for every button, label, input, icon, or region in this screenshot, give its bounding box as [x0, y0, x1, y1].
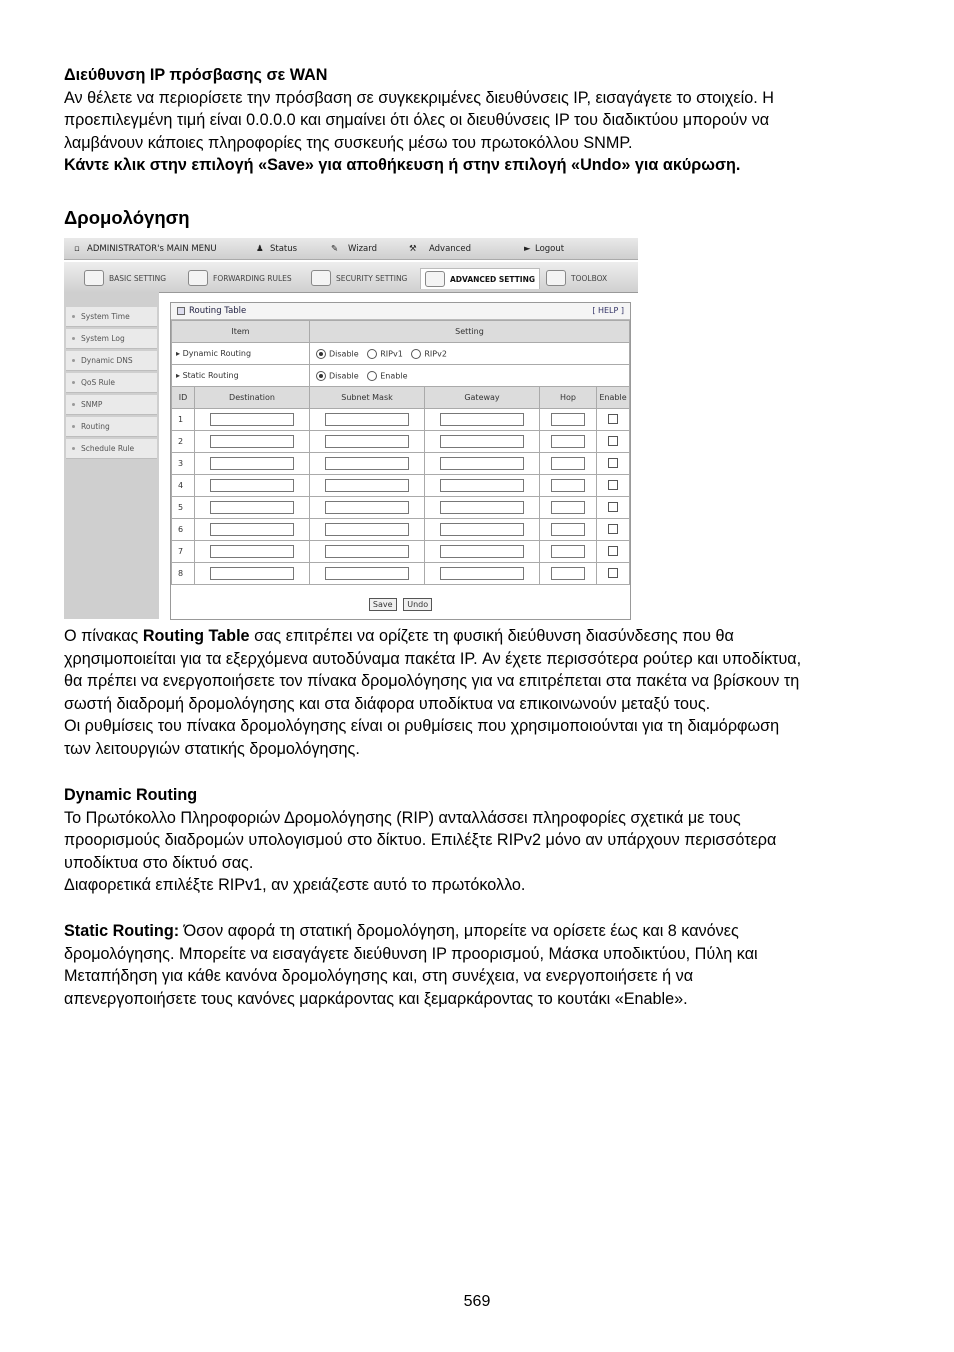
- gateway-input-cell: [425, 519, 540, 541]
- enable-checkbox[interactable]: [608, 436, 618, 446]
- hop-input[interactable]: [551, 567, 585, 580]
- para1-rest: σας επιτρέπει να ορίζετε τη φυσική διεύθυνση διασύνδεσης που θα: [249, 627, 734, 645]
- destination-input[interactable]: [210, 413, 294, 426]
- hop-input-cell: [540, 409, 597, 431]
- table-row: [172, 519, 630, 541]
- route-id: 2: [172, 431, 195, 453]
- sidebar-item-label: Schedule Rule: [81, 444, 135, 453]
- admin-main-menu[interactable]: ADMINISTRATOR's MAIN MENU: [87, 244, 217, 254]
- hop-input-cell: [540, 431, 597, 453]
- enable-checkbox[interactable]: [608, 546, 618, 556]
- destination-input-cell: [195, 563, 310, 585]
- panel-title: Routing Table: [189, 306, 247, 316]
- bullet-icon: [72, 447, 75, 450]
- static-routing-label-cell: [172, 365, 310, 387]
- gateway-input-cell: [425, 453, 540, 475]
- gateway-input[interactable]: [440, 413, 524, 426]
- forwarding-rules-icon: [188, 270, 208, 286]
- dynamic-ripv2-label: RIPv2: [424, 349, 447, 358]
- wan-ip-line-1: Αν θέλετε να περιορίσετε την πρόσβαση σε συγκεκριμένες διευθύνσεις IP, εισαγάγετε το στοιχείο. Η: [64, 88, 774, 107]
- enable-checkbox[interactable]: [608, 524, 618, 534]
- static-routing-options: [310, 365, 630, 387]
- advanced-icon: ⚒: [409, 244, 417, 254]
- destination-input-cell: [195, 475, 310, 497]
- destination-input-cell: [195, 431, 310, 453]
- tab-basic-setting-label: BASIC SETTING: [109, 273, 167, 283]
- enable-cell: [597, 563, 630, 585]
- enable-checkbox[interactable]: [608, 414, 618, 424]
- subnet-mask-input-cell: [310, 519, 425, 541]
- dynamic-routing-options: [310, 343, 630, 365]
- sidebar-item-system-log[interactable]: [66, 329, 157, 349]
- sidebar-item-label: QoS Rule: [81, 378, 115, 387]
- gateway-input[interactable]: [440, 457, 524, 470]
- static-enable-label: Enable: [380, 371, 408, 380]
- arrow-icon: ▸: [176, 349, 183, 358]
- tab-basic-setting[interactable]: [80, 268, 170, 288]
- hop-input[interactable]: [551, 501, 585, 514]
- subnet-mask-input-cell: [310, 541, 425, 563]
- enable-cell: [597, 519, 630, 541]
- col-gateway: Gateway: [425, 387, 540, 409]
- destination-input-cell: [195, 409, 310, 431]
- static-routing-label: Static Routing: [182, 371, 239, 380]
- settings-tabs: [64, 262, 638, 293]
- static-line-4: απενεργοποιήσετε τους κανόνες μαρκάροντας και ξεμαρκάροντας το κουτάκι «Enable».: [64, 989, 688, 1008]
- col-hop: Hop: [540, 387, 597, 409]
- route-rows: [172, 409, 630, 585]
- table-row: [172, 563, 630, 585]
- gateway-input[interactable]: [440, 501, 524, 514]
- dynamic-line-3: υποδίκτυα στο δίκτυό σας.: [64, 853, 254, 872]
- para1-line-6: των λειτουργιών στατικής δρομολόγησης.: [64, 739, 360, 758]
- subnet-mask-input-cell: [310, 497, 425, 519]
- bullet-icon: [72, 381, 75, 384]
- dynamic-line-1: Το Πρωτόκολλο Πληροφοριών Δρομολόγησης (RIP) ανταλλάσσει πληροφορίες σχετικά με τους: [64, 808, 741, 827]
- dynamic-routing-title: Dynamic Routing: [64, 786, 198, 804]
- para1-line-5: Οι ρυθμίσεις του πίνακα δρομολόγησης είναι οι ρυθμίσεις που χρησιμοποιούνται για τη διαμόρφωση: [64, 717, 780, 736]
- static-line-2: δρομολόγησης. Μπορείτε να εισαγάγετε διεύθυνση IP προορισμού, Μάσκα υποδικτύου, Πύλη και: [64, 944, 758, 963]
- tab-toolbox[interactable]: [542, 268, 611, 288]
- routing-table-description: [64, 625, 894, 761]
- destination-input[interactable]: [210, 545, 294, 558]
- hop-input-cell: [540, 497, 597, 519]
- wizard-icon: ✎: [331, 244, 339, 254]
- static-rest: Όσον αφορά τη στατική δρομολόγηση, μπορείτε να ορίσετε έως και 8 κανόνες: [179, 922, 739, 940]
- table-row: [172, 431, 630, 453]
- tab-advanced-setting-label: ADVANCED SETTING: [450, 274, 536, 284]
- panel-title-bar: [171, 303, 630, 320]
- destination-input[interactable]: [210, 435, 294, 448]
- bullet-icon: [72, 403, 75, 406]
- subnet-mask-input[interactable]: [325, 523, 409, 536]
- destination-input[interactable]: [210, 457, 294, 470]
- dynamic-disable-label: Disable: [329, 349, 359, 358]
- hop-input-cell: [540, 541, 597, 563]
- table-row: [172, 475, 630, 497]
- static-disable-label: Disable: [329, 371, 359, 380]
- bullet-icon: [72, 315, 75, 318]
- page-number: 569: [463, 1293, 491, 1310]
- subnet-mask-input[interactable]: [325, 413, 409, 426]
- destination-input[interactable]: [210, 523, 294, 536]
- button-row: [171, 598, 630, 611]
- tab-security-setting-label: SECURITY SETTING: [336, 273, 408, 283]
- hop-input[interactable]: [551, 545, 585, 558]
- hop-input[interactable]: [551, 479, 585, 492]
- undo-button[interactable]: Undo: [403, 598, 432, 611]
- enable-checkbox[interactable]: [608, 502, 618, 512]
- gateway-input[interactable]: [440, 545, 524, 558]
- bullet-icon: [72, 359, 75, 362]
- route-id: 6: [172, 519, 195, 541]
- subnet-mask-input-cell: [310, 475, 425, 497]
- para1-line-2: χρησιμοποιείται για τα εξερχόμενα αυτοδύναμα πακέτα IP. Αν έχετε περισσότερα ρούτερ και υποδίκτυα,: [64, 649, 802, 668]
- main-menu-bar: [64, 238, 638, 260]
- hop-input[interactable]: [551, 523, 585, 536]
- subnet-mask-input-cell: [310, 453, 425, 475]
- dynamic-routing-label-cell: [172, 343, 310, 365]
- subnet-mask-input[interactable]: [325, 567, 409, 580]
- enable-cell: [597, 541, 630, 563]
- subnet-mask-input-cell: [310, 431, 425, 453]
- table-row: [172, 497, 630, 519]
- routing-table: [171, 320, 630, 585]
- save-undo-note: Κάντε κλικ στην επιλογή «Save» για αποθήκευση ή στην επιλογή «Undo» για ακύρωση.: [64, 156, 741, 175]
- col-enable: Enable: [597, 387, 630, 409]
- static-routing-section: [64, 920, 894, 1010]
- dynamic-line-4: Διαφορετικά επιλέξτε RIPv1, αν χρειάζεστε αυτό το πρωτόκολλο.: [64, 876, 526, 895]
- subnet-mask-input[interactable]: [325, 501, 409, 514]
- tab-forwarding-rules-label: FORWARDING RULES: [213, 273, 292, 283]
- hop-input[interactable]: [551, 457, 585, 470]
- dynamic-line-2: προορισμούς διαδρομών υπολογισμού στο δίκτυο. Επιλέξτε RIPv2 μόνο αν υπάρχουν περισσότερα: [64, 831, 777, 850]
- router-screenshot: [64, 238, 638, 619]
- sidebar-item-label: System Time: [81, 312, 130, 321]
- subnet-mask-input[interactable]: [325, 457, 409, 470]
- hop-input[interactable]: [551, 413, 585, 426]
- gateway-input-cell: [425, 541, 540, 563]
- destination-input[interactable]: [210, 501, 294, 514]
- col-destination: Destination: [195, 387, 310, 409]
- enable-cell: [597, 497, 630, 519]
- destination-input[interactable]: [210, 567, 294, 580]
- enable-checkbox[interactable]: [608, 480, 618, 490]
- enable-cell: [597, 431, 630, 453]
- dynamic-routing-section: [64, 784, 894, 897]
- table-row: [172, 453, 630, 475]
- bullet-icon: [72, 425, 75, 428]
- enable-cell: [597, 475, 630, 497]
- sidebar-item-dynamic-dns[interactable]: [66, 351, 157, 371]
- para1-line-4: σωστή διαδρομή δρομολόγησης και στα διάφορα υποδίκτυα να επικοινωνούν μεταξύ τους.: [64, 694, 711, 713]
- subnet-mask-input[interactable]: [325, 435, 409, 448]
- static-line-3: Μεταπήδηση για κάθε κανόνα δρομολόγησης και, στη συνέχεια, να ενεργοποιήσετε ή να: [64, 967, 694, 986]
- gateway-input-cell: [425, 409, 540, 431]
- destination-input[interactable]: [210, 479, 294, 492]
- routing-heading: Δρομολόγηση: [64, 207, 190, 228]
- enable-checkbox[interactable]: [608, 568, 618, 578]
- hop-input-cell: [540, 453, 597, 475]
- route-id: 5: [172, 497, 195, 519]
- hop-input[interactable]: [551, 435, 585, 448]
- tab-toolbox-label: TOOLBOX: [571, 273, 608, 283]
- route-id: 7: [172, 541, 195, 563]
- dynamic-ripv2-radio[interactable]: [411, 349, 421, 359]
- hop-input-cell: [540, 475, 597, 497]
- sidebar-item-label: System Log: [81, 334, 125, 343]
- subnet-mask-input[interactable]: [325, 545, 409, 558]
- route-id: 1: [172, 409, 195, 431]
- para1-lead: Ο πίνακας: [64, 627, 143, 645]
- menu-logout[interactable]: Logout: [535, 244, 565, 254]
- gateway-input-cell: [425, 497, 540, 519]
- menu-status[interactable]: Status: [270, 244, 298, 254]
- para1-bold: Routing Table: [142, 627, 250, 645]
- gateway-input[interactable]: [440, 567, 524, 580]
- advanced-setting-icon: [425, 271, 445, 287]
- route-id: 8: [172, 563, 195, 585]
- sidebar-item-schedule-rule[interactable]: [66, 439, 157, 459]
- logout-icon: ►: [524, 244, 531, 254]
- tab-advanced-setting[interactable]: [420, 268, 540, 289]
- wan-ip-line-2: προεπιλεγμένη τιμή είναι 0.0.0.0 και σημαίνει ότι όλες οι διευθύνσεις IP του διαδικτύου μπορούν να: [64, 111, 770, 130]
- help-link[interactable]: [ HELP ]: [592, 306, 624, 315]
- sidebar-item-qos-rule[interactable]: [66, 373, 157, 393]
- gateway-input-cell: [425, 475, 540, 497]
- item-header: Item: [172, 321, 310, 343]
- subnet-mask-input-cell: [310, 563, 425, 585]
- route-id: 3: [172, 453, 195, 475]
- menu-icon: ▫: [74, 244, 80, 254]
- para1-line-3: θα πρέπει να ενεργοποιήσετε τον πίνακα δρομολόγησης για να επιτρέπεται στα πακέτα να βρίσκουν τη: [64, 672, 800, 691]
- col-subnet-mask: Subnet Mask: [310, 387, 425, 409]
- static-line-1: [64, 920, 894, 943]
- hop-input-cell: [540, 519, 597, 541]
- para1-line-1: [64, 625, 894, 648]
- tab-forwarding-rules[interactable]: [184, 268, 296, 288]
- save-button[interactable]: Save: [369, 598, 397, 611]
- advanced-sidebar: [64, 292, 159, 619]
- destination-input-cell: [195, 519, 310, 541]
- basic-setting-icon: [84, 270, 104, 286]
- dynamic-disable-radio[interactable]: [316, 349, 326, 359]
- panel-square-icon: [177, 307, 185, 315]
- security-setting-icon: [311, 270, 331, 286]
- destination-input-cell: [195, 453, 310, 475]
- enable-cell: [597, 453, 630, 475]
- hop-input-cell: [540, 563, 597, 585]
- subnet-mask-input-cell: [310, 409, 425, 431]
- sidebar-item-snmp[interactable]: [66, 395, 157, 415]
- sidebar-item-label: SNMP: [81, 400, 103, 409]
- gateway-input[interactable]: [440, 435, 524, 448]
- dynamic-routing-label: Dynamic Routing: [182, 349, 252, 358]
- setting-header: Setting: [310, 321, 630, 343]
- dynamic-ripv1-label: RIPv1: [380, 349, 403, 358]
- menu-wizard[interactable]: Wizard: [348, 244, 377, 254]
- gateway-input-cell: [425, 563, 540, 585]
- destination-input-cell: [195, 541, 310, 563]
- sidebar-item-label: Routing: [81, 422, 110, 431]
- sidebar-item-label: Dynamic DNS: [81, 356, 133, 365]
- dynamic-ripv1-radio[interactable]: [367, 349, 377, 359]
- wan-ip-section: [64, 64, 894, 177]
- table-row: [172, 409, 630, 431]
- static-routing-title: Static Routing:: [64, 922, 180, 940]
- bullet-icon: [72, 337, 75, 340]
- sidebar-item-system-time[interactable]: [66, 307, 157, 327]
- routing-table-panel: [170, 302, 631, 620]
- static-disable-radio[interactable]: [316, 371, 326, 381]
- wan-ip-title: Διεύθυνση IP πρόσβασης σε WAN: [64, 66, 328, 84]
- gateway-input[interactable]: [440, 523, 524, 536]
- gateway-input[interactable]: [440, 479, 524, 492]
- sidebar-item-routing[interactable]: [66, 417, 157, 437]
- tab-security-setting[interactable]: [307, 268, 411, 288]
- wan-ip-line-3: λαμβάνουν κάποιες πληροφορίες της συσκευής μέσω του πρωτοκόλλου SNMP.: [64, 133, 633, 152]
- status-icon: ♟: [256, 244, 264, 254]
- col-id: ID: [172, 387, 195, 409]
- enable-cell: [597, 409, 630, 431]
- destination-input-cell: [195, 497, 310, 519]
- table-row: [172, 541, 630, 563]
- static-enable-radio[interactable]: [367, 371, 377, 381]
- menu-advanced[interactable]: Advanced: [429, 244, 471, 254]
- toolbox-icon: [546, 270, 566, 286]
- arrow-icon: ▸: [176, 371, 183, 380]
- enable-checkbox[interactable]: [608, 458, 618, 468]
- gateway-input-cell: [425, 431, 540, 453]
- route-id: 4: [172, 475, 195, 497]
- subnet-mask-input[interactable]: [325, 479, 409, 492]
